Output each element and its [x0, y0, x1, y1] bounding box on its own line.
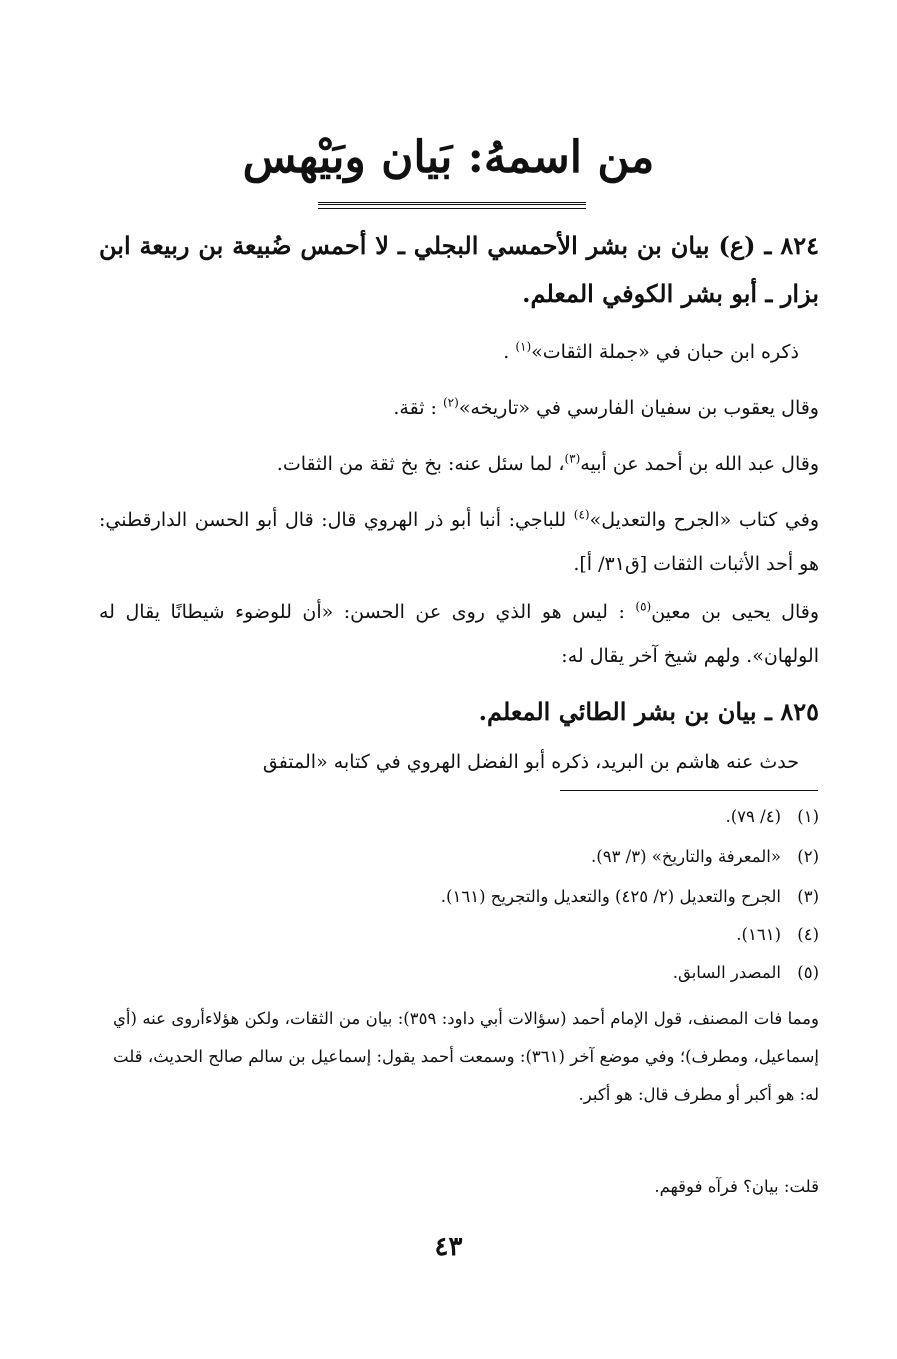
- footnote-number: (٤): [797, 925, 819, 944]
- footnote-separator: [560, 790, 818, 791]
- paragraph-text: ذكره ابن حبان في «جملة الثقات»: [531, 341, 799, 363]
- footnote-3: [99, 880, 819, 914]
- footnote-text: الجرح والتعديل (٢/ ٤٢٥) والتعديل والتجريح (١٦١).: [440, 887, 781, 906]
- paragraph-text: ، لما سئل عنه: بخ بخ ثقة من الثقات.: [276, 453, 565, 475]
- footnote-text: «المعرفة والتاريخ» (٣/ ٩٣).: [591, 847, 781, 866]
- footnote-1: [99, 800, 819, 834]
- footnote-4: [99, 918, 819, 952]
- entry-824-paragraph-5: [99, 590, 819, 678]
- footnote-5-conclusion: قلت: بيان؟ فرآه فوقهم.: [654, 1177, 819, 1196]
- paragraph-text: وفي كتاب «الجرح والتعديل»: [589, 509, 819, 531]
- paragraph-text: .: [503, 341, 516, 363]
- footnote-number: (٣): [797, 887, 819, 906]
- entry-824-paragraph-3: [99, 442, 819, 486]
- paragraph-text: : ثقة.: [393, 397, 443, 419]
- paragraph-text: وقال يحيى بن معين: [651, 601, 819, 623]
- paragraph-text: وقال يعقوب بن سفيان الفارسي في «تاريخه»: [458, 397, 819, 419]
- entry-824-paragraph-4: [99, 498, 819, 586]
- entry-824-paragraph-1: [99, 330, 799, 374]
- footnote-number: (١): [797, 807, 819, 826]
- title-underline: [318, 202, 586, 209]
- footnote-ref: (٤): [573, 507, 590, 522]
- footnote-2: [99, 840, 819, 874]
- paragraph-text: وقال عبد الله بن أحمد عن أبيه: [580, 453, 819, 475]
- footnote-ref: (٣): [564, 451, 581, 466]
- footnote-ref: (٥): [635, 599, 652, 614]
- chapter-title: من اسمهُ: بَيان وبَيْهس: [242, 132, 655, 183]
- entry-825-heading: ٨٢٥ ـ بيان بن بشر الطائي المعلم.: [478, 697, 819, 726]
- entry-825-paragraph-1: حدث عنه هاشم بن البريد، ذكره أبو الفضل الهروي في كتابه «المتفق: [262, 751, 799, 773]
- footnote-5: [99, 956, 819, 990]
- paragraph-text: للباجي: أنبا أبو ذر الهروي قال: قال أبو الحسن الدارقطني: هو أحد الأثبات الثقات [ق٣١/ أ].: [99, 509, 819, 575]
- paragraph-text: : ليس هو الذي روى عن الحسن: «أن للوضوء شيطانًا يقال له الولهان». ولهم شيخ آخر يقال له:: [99, 601, 819, 667]
- entry-824-paragraph-2: [99, 386, 819, 430]
- footnote-text: المصدر السابق.: [672, 963, 781, 982]
- page-number: ٤٣: [434, 1232, 463, 1262]
- entry-824-heading: ٨٢٤ ـ (ع) بيان بن بشر الأحمسي البجلي ـ لا أحمس ضُبيعة بن ربيعة ابن بزار ـ أبو بشر الكوفي المعلم.: [99, 231, 819, 308]
- footnote-ref: (١): [515, 339, 532, 354]
- footnote-5-commentary: ومما فات المصنف، قول الإمام أحمد (سؤالات أبي داود: ٣٥٩): بيان من الثقات، ولكن هؤلاءأروى عنه (أي إسماعيل، ومطرف)؛ وفي موضع آخر (٣٦١): وسمعت أحمد يقول: إسماعيل بن سالم صالح الحديث، قلت له: هو أكبر أو مطرف قال: هو أكبر.: [113, 1009, 819, 1104]
- footnote-text: (٤/ ٧٩).: [725, 807, 781, 826]
- footnote-number: (٢): [797, 847, 819, 866]
- footnote-number: (٥): [797, 963, 819, 982]
- footnote-ref: (٢): [442, 395, 459, 410]
- footnote-text: (١٦١).: [736, 925, 781, 944]
